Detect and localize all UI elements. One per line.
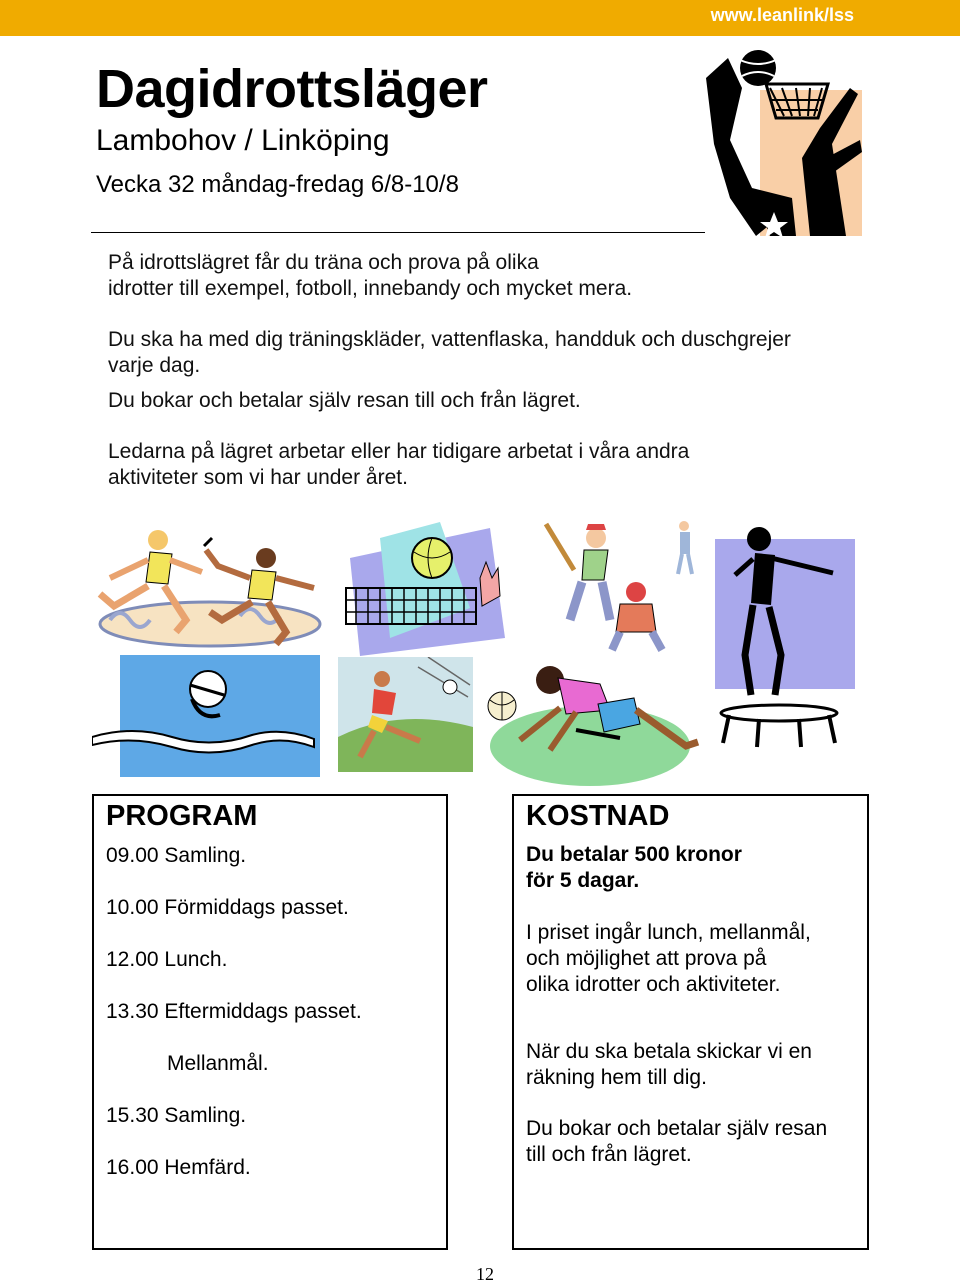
program-box [92, 794, 448, 1250]
cost-travel: Du bokar och betalar själv resan till och från lägret. [526, 1117, 828, 1166]
intro-paragraph: Du ska ha med dig träningskläder, vattenflaska, handduk och duschgrejer varje dag. [108, 328, 791, 377]
volleyball-diver-icon [480, 650, 710, 790]
title-divider [91, 232, 705, 233]
program-item: 10.00 Förmiddags passet. [106, 896, 349, 919]
basketball-player-icon [700, 48, 865, 238]
header-url[interactable]: www.leanlink/lss [710, 5, 854, 25]
program-heading: PROGRAM [106, 800, 258, 832]
intro-paragraph: Ledarna på lägret arbetar eller har tidigare arbetat i våra andra aktiviteter som vi har under året. [108, 440, 690, 489]
header-bar [0, 0, 960, 36]
intro-paragraph: På idrottslägret får du träna och prova på olika idrotter till exempel, fotboll, innebandy och mycket mera. [108, 251, 633, 300]
relay-runners-icon [90, 520, 330, 660]
cost-heading: KOSTNAD [526, 800, 670, 832]
program-item: 13.30 Eftermiddags passet. [106, 1000, 362, 1023]
program-item: 09.00 Samling. [106, 844, 247, 867]
program-item: Mellanmål. [167, 1052, 269, 1075]
baseball-players-icon [540, 520, 710, 655]
intro-paragraph: Du bokar och betalar själv resan till och från lägret. [108, 389, 581, 412]
page-number: 12 [476, 1264, 494, 1284]
cost-includes: I priset ingår lunch, mellanmål, och möjlighet att prova på olika idrotter och aktiviteter. [526, 921, 811, 996]
swimmer-icon [92, 655, 322, 780]
trampoline-jumper-icon [715, 525, 860, 760]
volleyball-net-icon [340, 518, 510, 658]
program-item: 16.00 Hemfärd. [106, 1156, 251, 1179]
cost-price: Du betalar 500 kronor för 5 dagar. [526, 843, 742, 892]
camp-dates: Vecka 32 måndag-fredag 6/8-10/8 [96, 171, 459, 198]
program-item: 15.30 Samling. [106, 1104, 247, 1127]
location-subtitle: Lambohov / Linköping [96, 124, 390, 157]
cost-box [512, 794, 869, 1250]
program-item: 12.00 Lunch. [106, 948, 228, 971]
cost-invoice: När du ska betala skickar vi en räkning hem till dig. [526, 1040, 812, 1089]
page-title: Dagidrottsläger [96, 59, 488, 119]
soccer-player-icon [338, 657, 473, 772]
